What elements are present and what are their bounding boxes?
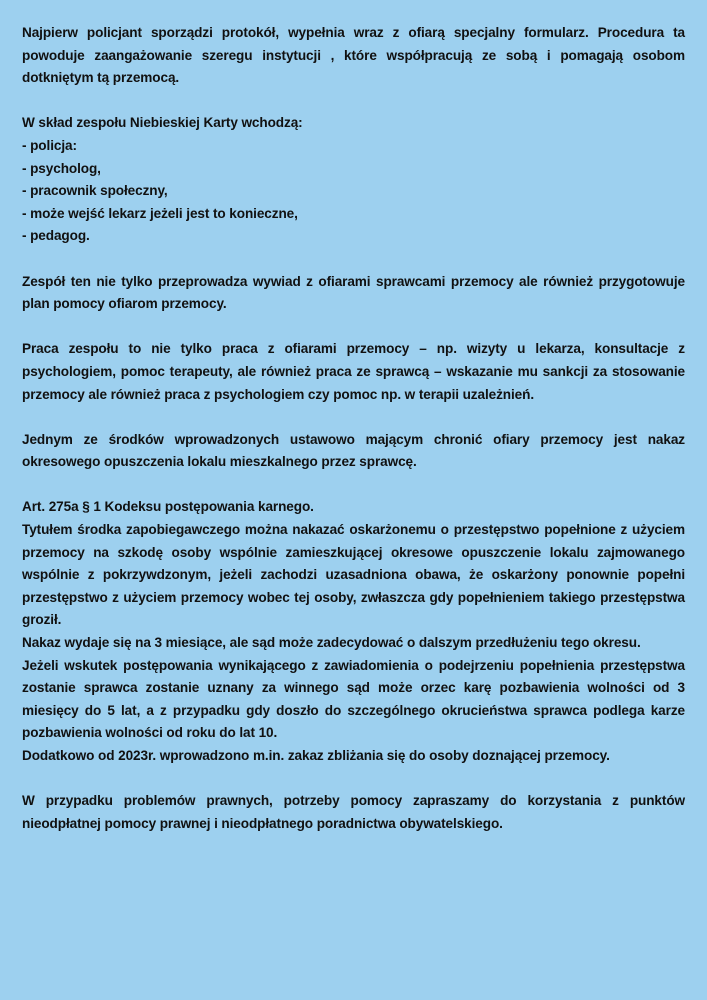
- list-item: - pracownik społeczny,: [22, 183, 168, 199]
- article-title: Art. 275a § 1 Kodeksu postępowania karnego.: [22, 499, 314, 515]
- list-item: - może wejść lekarz jeżeli jest to konieczne,: [22, 205, 298, 221]
- list-item: - policja:: [22, 137, 77, 153]
- legal-help-paragraph: W przypadku problemów prawnych, potrzeby pomocy zapraszamy do korzystania z punktów nieodpłatnej pomocy prawnej i nieodpłatnego poradnictwa obywatelskiego.: [22, 793, 685, 831]
- team-work-paragraph: Praca zespołu to nie tylko praca z ofiarami przemocy – np. wizyty u lekarza, konsultacje z psychologiem, pomoc terapeuty, ale również praca ze sprawcą – wskazanie mu sankcji za stosowanie przemocy ale również praca z psychologiem czy pomoc np. w terapii uzależnień.: [22, 341, 685, 402]
- team-members-list: [22, 135, 685, 248]
- article-body: Tytułem środka zapobiegawczego można nakazać oskarżonemu o przestępstwo popełnione z użyciem przemocy na szkodę osoby wspólnie zamieszkującej okresowe opuszczenie lokalu zajmowanego wspólnie z pokrzywdzonym, jeżeli zachodzi uzasadniona obawa, że oskarżony ponownie popełni przestępstwo z użyciem przemocy wobec tej osoby, zwłaszcza gdy popełnieniem takiego przestępstwa groził.: [22, 522, 685, 628]
- team-heading: W skład zespołu Niebieskiej Karty wchodzą:: [22, 115, 303, 131]
- team-section: [22, 112, 685, 248]
- list-item: - psycholog,: [22, 160, 101, 176]
- intro-paragraph: Najpierw policjant sporządzi protokół, wypełnia wraz z ofiarą specjalny formularz. Procedura ta powoduje zaangażowanie szeregu instytucji , które współpracują ze sobą i pomagają osobom dotkniętym tą przemocą.: [22, 25, 685, 86]
- article-section: [22, 496, 685, 767]
- list-item: - pedagog.: [22, 228, 90, 244]
- order-duration: Nakaz wydaje się na 3 miesiące, ale sąd może zadecydować o dalszym przedłużeniu tego okresu.: [22, 635, 641, 651]
- team-role-paragraph: Zespół ten nie tylko przeprowadza wywiad z ofiarami sprawcami przemocy ale również przygotowuje plan pomocy ofiarom przemocy.: [22, 273, 685, 312]
- penalty-paragraph: Jeżeli wskutek postępowania wynikającego z zawiadomienia o podejrzeniu popełnienia przestępstwa zostanie sprawca zostanie uznany za winnego sąd może orzec karę pozbawienia wolności od 3 miesięcy do 5 lat, a z przypadku gdy doszło do szczególnego okrucieństwa sprawca podlega karze pozbawienia wolności od roku do lat 10.: [22, 657, 685, 741]
- statutory-measure-paragraph: Jednym ze środków wprowadzonych ustawowo mającym chronić ofiary przemocy jest nakaz okresowego opuszczenia lokalu mieszkalnego przez sprawcę.: [22, 431, 685, 470]
- approach-ban: Dodatkowo od 2023r. wprowadzono m.in. zakaz zbliżania się do osoby doznającej przemocy.: [22, 748, 610, 763]
